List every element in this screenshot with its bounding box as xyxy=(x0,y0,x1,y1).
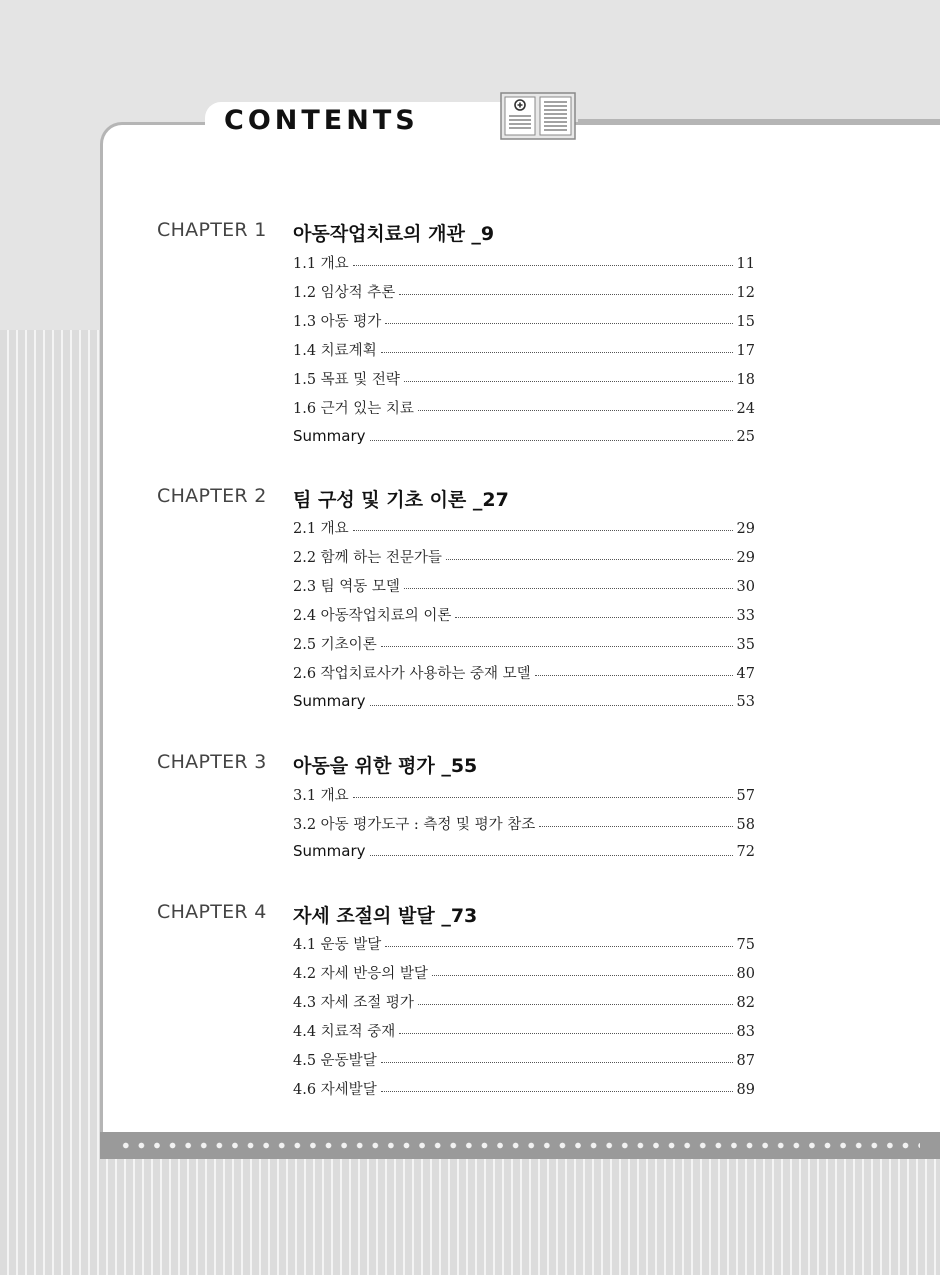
toc-entry-title: 4.5 운동발달 xyxy=(293,1053,377,1069)
toc-entry-page: 33 xyxy=(736,608,755,624)
toc-entry[interactable] xyxy=(293,517,755,537)
dot-leader xyxy=(381,1090,733,1092)
dot-leader xyxy=(418,409,733,411)
toc-entry-page: 89 xyxy=(736,1082,755,1098)
toc-entry[interactable] xyxy=(293,1049,755,1069)
toc-entry-page: 18 xyxy=(736,372,755,388)
chapter-label: CHAPTER 2 xyxy=(157,485,267,507)
toc-entry-page: 57 xyxy=(736,788,755,804)
toc-entry-page: 58 xyxy=(736,817,755,833)
toc-entry[interactable] xyxy=(293,933,755,953)
dot-leader xyxy=(404,587,733,589)
toc-entry[interactable] xyxy=(293,339,755,359)
toc-entry-page: 80 xyxy=(736,966,755,982)
dot-leader xyxy=(381,1061,733,1063)
toc-entry-page: 15 xyxy=(736,314,755,330)
toc-entry[interactable] xyxy=(293,368,755,388)
chapter-label: CHAPTER 1 xyxy=(157,219,267,241)
header-rule xyxy=(578,119,940,122)
dot-leader xyxy=(539,825,732,827)
toc-entry[interactable] xyxy=(293,575,755,595)
toc-entry-page: 72 xyxy=(736,844,755,860)
dot-leader xyxy=(370,439,733,441)
chapter-title: 아동작업치료의 개관 _9 xyxy=(293,223,495,245)
chapter-label: CHAPTER 4 xyxy=(157,901,267,923)
toc-entry-page: 47 xyxy=(736,666,755,682)
toc-entry[interactable] xyxy=(293,813,755,833)
toc-entry[interactable] xyxy=(293,991,755,1011)
toc-entry-summary[interactable] xyxy=(293,427,755,447)
toc-entry-page: 29 xyxy=(736,550,755,566)
toc-entry-summary[interactable] xyxy=(293,842,755,862)
toc-entry-title: 1.1 개요 xyxy=(293,256,349,272)
chapter-label: CHAPTER 3 xyxy=(157,751,267,773)
chapter-title: 아동을 위한 평가 _55 xyxy=(293,755,478,777)
toc-entry-title: 4.6 자세발달 xyxy=(293,1082,377,1098)
toc-entry-page: 53 xyxy=(736,694,755,710)
chapter-title: 자세 조절의 발달 _73 xyxy=(293,905,478,927)
dot-leader xyxy=(404,380,733,382)
toc-entry[interactable] xyxy=(293,962,755,982)
toc-entry[interactable] xyxy=(293,662,755,682)
dot-leader xyxy=(455,616,732,618)
dot-leader xyxy=(432,974,733,976)
toc-entry-page: 24 xyxy=(736,401,755,417)
toc-entry[interactable] xyxy=(293,310,755,330)
toc-entry-title: 2.2 함께 하는 전문가들 xyxy=(293,550,442,566)
dot-leader xyxy=(535,674,733,676)
dot-leader xyxy=(353,529,733,531)
toc-entry-page: 12 xyxy=(736,285,755,301)
toc-entry[interactable] xyxy=(293,633,755,653)
toc-entry-title: 4.2 자세 반응의 발달 xyxy=(293,966,428,982)
toc-entry-page: 75 xyxy=(736,937,755,953)
dot-leader xyxy=(353,264,733,266)
toc-entry[interactable] xyxy=(293,784,755,804)
toc-entry-page: 30 xyxy=(736,579,755,595)
toc-entry-title: 3.2 아동 평가도구 : 측정 및 평가 참조 xyxy=(293,817,536,833)
toc-entry-title: Summary xyxy=(293,427,366,445)
dot-leader xyxy=(353,796,733,798)
toc-entry-title: 4.4 치료적 중재 xyxy=(293,1024,396,1040)
toc-entry[interactable] xyxy=(293,1020,755,1040)
toc-entry-page: 11 xyxy=(736,256,755,272)
dot-leader xyxy=(381,351,733,353)
toc-entry-summary[interactable] xyxy=(293,692,755,712)
footer-dot-band xyxy=(100,1132,940,1159)
toc-entry-title: 3.1 개요 xyxy=(293,788,349,804)
dot-leader xyxy=(399,1032,732,1034)
toc-entry-title: 1.6 근거 있는 치료 xyxy=(293,401,414,417)
toc-entry-page: 83 xyxy=(736,1024,755,1040)
toc-entry-page: 35 xyxy=(736,637,755,653)
toc-entry-title: 1.5 목표 및 전략 xyxy=(293,372,400,388)
toc-entry-title: 1.2 임상적 추론 xyxy=(293,285,396,301)
dot-leader xyxy=(385,945,732,947)
toc-entry-page: 25 xyxy=(736,429,755,445)
toc-entry-title: 2.1 개요 xyxy=(293,521,349,537)
toc-entry-page: 17 xyxy=(736,343,755,359)
dot-leader xyxy=(370,704,733,706)
toc-entry[interactable] xyxy=(293,1078,755,1098)
toc-entry-title: 2.4 아동작업치료의 이론 xyxy=(293,608,452,624)
book-icon xyxy=(500,92,576,140)
toc-entry-title: 2.6 작업치료사가 사용하는 중재 모델 xyxy=(293,666,531,682)
toc-entry[interactable] xyxy=(293,397,755,417)
dot-leader xyxy=(370,854,733,856)
toc-entry-title: 4.3 자세 조절 평가 xyxy=(293,995,414,1011)
dot-leader xyxy=(399,293,732,295)
toc-entry-title: 2.5 기초이론 xyxy=(293,637,377,653)
toc-entry[interactable] xyxy=(293,252,755,272)
dot-leader xyxy=(381,645,733,647)
dot-leader xyxy=(446,558,733,560)
toc-entry-title: 1.3 아동 평가 xyxy=(293,314,382,330)
dot-leader xyxy=(418,1003,733,1005)
toc-entry-page: 29 xyxy=(736,521,755,537)
toc-entry[interactable] xyxy=(293,546,755,566)
toc-entry-page: 82 xyxy=(736,995,755,1011)
chapter-title: 팀 구성 및 기초 이론 _27 xyxy=(293,489,509,511)
toc-entry-title: 2.3 팀 역동 모델 xyxy=(293,579,400,595)
toc-entry[interactable] xyxy=(293,281,755,301)
toc-entry-page: 87 xyxy=(736,1053,755,1069)
toc-entry[interactable] xyxy=(293,604,755,624)
toc-entry-title: 4.1 운동 발달 xyxy=(293,937,382,953)
dot-leader xyxy=(385,322,732,324)
toc-entry-title: Summary xyxy=(293,692,366,710)
toc-entry-title: 1.4 치료계획 xyxy=(293,343,377,359)
contents-title: CONTENTS xyxy=(224,105,419,136)
toc-entry-title: Summary xyxy=(293,842,366,860)
